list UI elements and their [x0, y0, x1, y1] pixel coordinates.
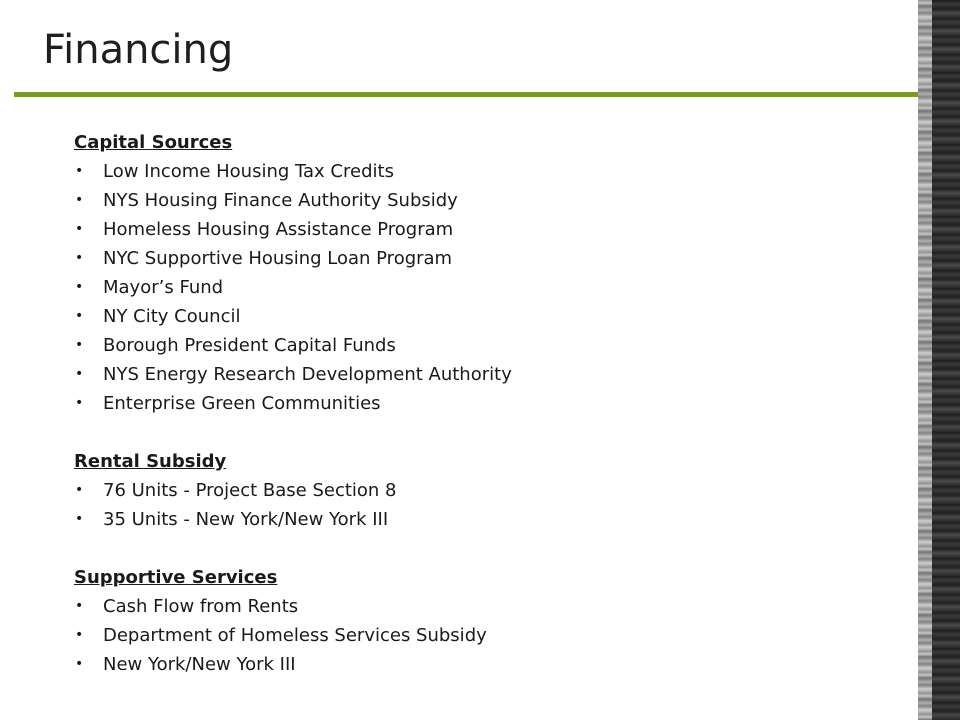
- list-item-text: NY City Council: [103, 306, 241, 327]
- list-item-text: New York/New York III: [103, 654, 296, 675]
- section-spacer: [74, 534, 894, 563]
- content-body: [74, 128, 894, 679]
- bullet-list: [74, 476, 894, 534]
- section-heading: Supportive Services: [74, 567, 278, 588]
- bullet-icon: •: [75, 337, 84, 353]
- list-item-text: Mayor’s Fund: [103, 277, 224, 298]
- list-item-text: NYS Energy Research Development Authority: [103, 364, 512, 385]
- list-item-text: Low Income Housing Tax Credits: [103, 161, 394, 182]
- section-rental-subsidy: [74, 447, 894, 534]
- list-item: [74, 157, 894, 186]
- list-item-text: NYC Supportive Housing Loan Program: [103, 248, 453, 269]
- list-item: [74, 360, 894, 389]
- bullet-icon: •: [75, 221, 84, 237]
- bullet-icon: •: [75, 308, 84, 324]
- section-heading: Capital Sources: [74, 132, 233, 153]
- list-item: [74, 650, 894, 679]
- bullet-icon: •: [75, 511, 84, 527]
- list-item: [74, 302, 894, 331]
- bullet-list: [74, 592, 894, 679]
- bullet-icon: •: [75, 395, 84, 411]
- list-item: [74, 621, 894, 650]
- bullet-icon: •: [75, 366, 84, 382]
- section-supportive-services: [74, 563, 894, 679]
- list-item: [74, 476, 894, 505]
- list-item-text: Borough President Capital Funds: [103, 335, 396, 356]
- section-heading: Rental Subsidy: [74, 451, 227, 472]
- list-item: [74, 389, 894, 418]
- list-item-text: Department of Homeless Services Subsidy: [103, 625, 487, 646]
- list-item: [74, 215, 894, 244]
- bullet-icon: •: [75, 482, 84, 498]
- list-item-text: 35 Units - New York/New York III: [103, 509, 389, 530]
- list-item: [74, 186, 894, 215]
- bullet-icon: •: [75, 656, 84, 672]
- section-spacer: [74, 418, 894, 447]
- bullet-icon: •: [75, 192, 84, 208]
- bullet-icon: •: [75, 627, 84, 643]
- list-item: [74, 505, 894, 534]
- list-item-text: Homeless Housing Assistance Program: [103, 219, 454, 240]
- list-item-text: NYS Housing Finance Authority Subsidy: [103, 190, 458, 211]
- list-item-text: 76 Units - Project Base Section 8: [103, 480, 397, 501]
- bullet-list: [74, 157, 894, 418]
- slide-title: Financing: [43, 27, 234, 73]
- bullet-icon: •: [75, 250, 84, 266]
- list-item-text: Enterprise Green Communities: [103, 393, 381, 414]
- list-item: [74, 331, 894, 360]
- decorative-edge: [918, 0, 960, 720]
- list-item: [74, 244, 894, 273]
- title-underline: [14, 92, 918, 97]
- section-capital-sources: [74, 128, 894, 418]
- bullet-icon: •: [75, 598, 84, 614]
- list-item: [74, 273, 894, 302]
- list-item: [74, 592, 894, 621]
- bullet-icon: •: [75, 279, 84, 295]
- bullet-icon: •: [75, 163, 84, 179]
- list-item-text: Cash Flow from Rents: [103, 596, 299, 617]
